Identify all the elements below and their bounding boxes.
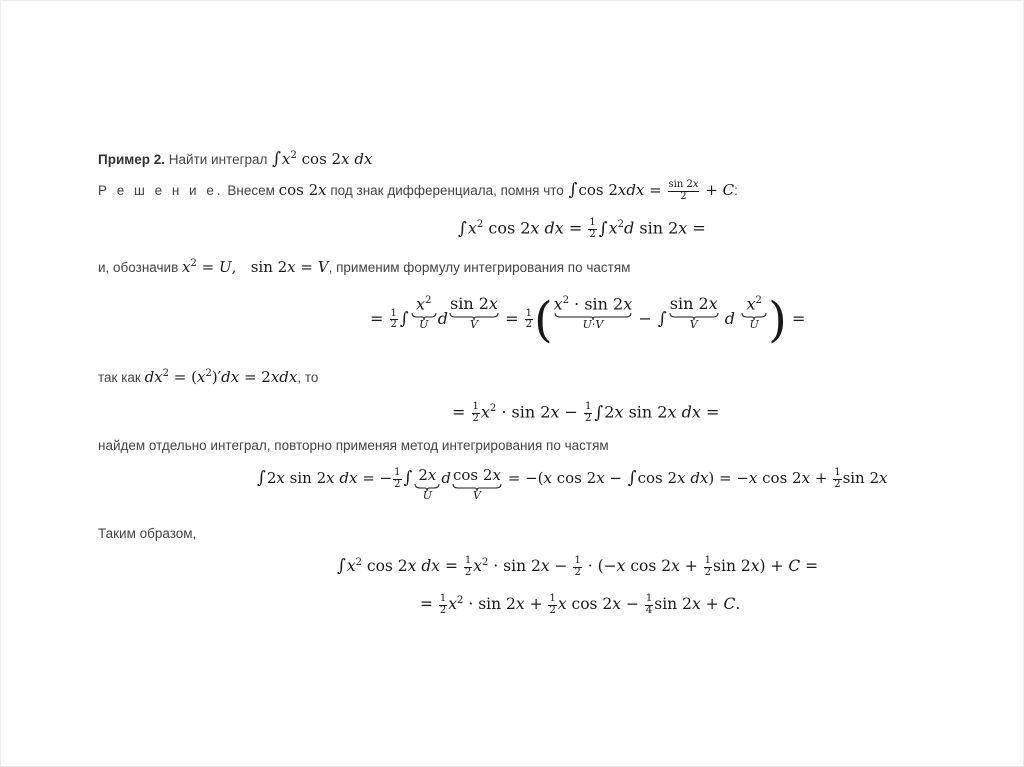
brace-label-u: U bbox=[419, 318, 429, 332]
formula-by-parts: = $\frac{1}{2}$ ∫ $x^2$ U d sin 2x V = $\frac{1}{2}$ ( $x^2 \cdot \sin 2x$ U·V − ∫ sin 2x V d $x^2$ U ) = bbox=[370, 292, 806, 348]
solution-label: Р е ш е н и е. bbox=[98, 183, 224, 198]
solution-text-end: : bbox=[734, 183, 738, 198]
notation-formula: $x^2 = U$, sin 2x = V bbox=[182, 258, 329, 276]
example-label: Пример 2. bbox=[98, 152, 165, 167]
underbrace-2x: 2x U bbox=[414, 468, 440, 501]
example-heading bbox=[98, 149, 372, 169]
since-line bbox=[98, 368, 318, 386]
since-text-after: , то bbox=[297, 370, 319, 385]
formula-separate-integral: ∫2x sin 2x dx = − $\frac{1}{2}$ ∫ 2x U d cos 2x V = −(x cos 2x − ∫cos 2x dx) = −x cos 2x + $\frac{1}{2}$ sin 2x bbox=[257, 466, 888, 502]
notation-text-before: и, обозначив bbox=[98, 260, 179, 275]
cos-2x-formula: cos 2x bbox=[278, 181, 327, 199]
underbrace-cos2x: cos 2x V bbox=[453, 466, 501, 502]
example-integral-formula: $\int x^2$ cos 2x dx bbox=[272, 149, 373, 169]
since-formula: $dx^2 = (x^2)'dx = 2xdx$ bbox=[144, 368, 298, 386]
brace-label-v3: V bbox=[472, 489, 481, 502]
brace-label-v: V bbox=[470, 318, 478, 331]
formula-step-2: = $\frac{1}{2}$ $x^2 \cdot \sin 2x$ − $\frac{1}{2}$ ∫2x sin 2x dx = bbox=[452, 401, 720, 424]
brace-label-uv: U·V bbox=[582, 318, 604, 332]
brace-label-v2: V bbox=[689, 318, 698, 331]
underbrace-uv: $x^2 \cdot \sin 2x$ U·V bbox=[553, 294, 633, 332]
underbrace-sin2x-2: sin 2x V bbox=[669, 294, 718, 331]
underbrace-sin2x: sin 2x V bbox=[450, 294, 498, 331]
brace-label-u2: U bbox=[749, 318, 759, 332]
solution-text-before: Внесем bbox=[227, 183, 275, 198]
known-integral-formula: ∫cos 2xdx = $\frac{\sin 2x}{2}$ + C bbox=[568, 179, 735, 202]
notation-text-after: , применим формулу интегрирования по частям bbox=[328, 260, 631, 275]
brace-label-u3: U bbox=[422, 489, 432, 502]
solution-line bbox=[98, 180, 738, 202]
formula-result-1: $\int x^2$ cos 2x dx = $\frac{1}{2}$ $x^2 \cdot \sin 2x$ − $\frac{1}{2}$ · (−x cos 2x + $\frac{1}{2}$ sin 2x) + C = bbox=[337, 555, 819, 578]
notation-line bbox=[98, 258, 630, 276]
formula-result-2: = $\frac{1}{2}$ $x^2 \cdot \sin 2x$ + $\frac{1}{2}$ x cos 2x − $\frac{1}{4}$ sin 2x + C. bbox=[420, 593, 741, 616]
underbrace-x2-2: $x^2$ U bbox=[741, 296, 767, 330]
separately-line: найдем отдельно интеграл, повторно применяя метод интегрирования по частям bbox=[98, 438, 609, 453]
example-task-text: Найти интеграл bbox=[168, 152, 268, 167]
formula-step-1: $\int x^2$ cos 2x dx = $\frac{1}{2}$ $\int x^2d$ sin 2x = bbox=[458, 217, 706, 240]
solution-text-middle: под знак дифференциала, помня что bbox=[330, 183, 564, 198]
thus-line: Таким образом, bbox=[98, 526, 197, 541]
underbrace-x2: $x^2$ U bbox=[411, 296, 437, 330]
since-text-before: так как bbox=[98, 370, 141, 385]
